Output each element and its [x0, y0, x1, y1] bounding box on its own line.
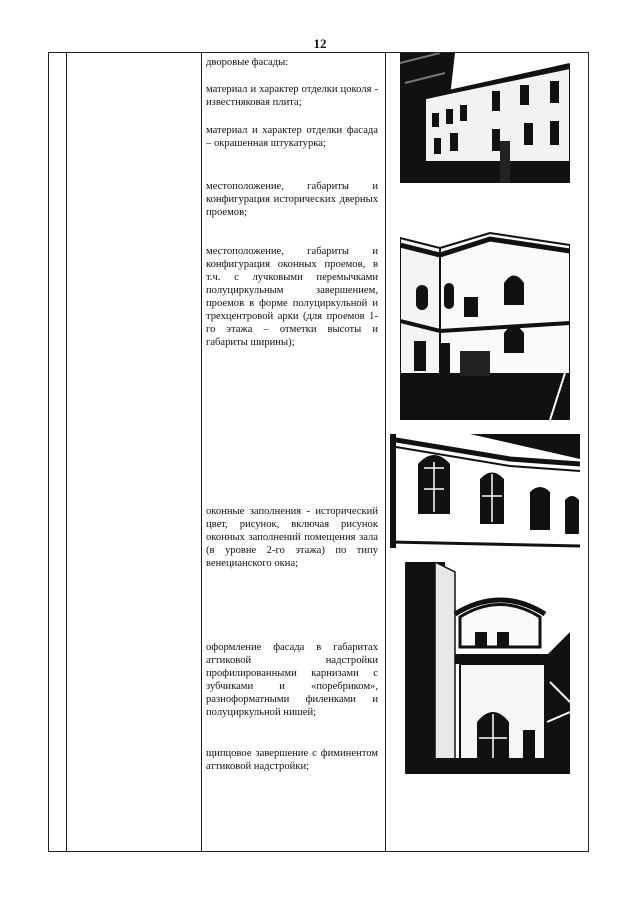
column-divider-1: [66, 52, 67, 852]
courtyard-facade-photo-2: [400, 223, 570, 420]
desc-door-openings: местоположение, габариты и конфигурация исторических дверных проемов;: [206, 181, 378, 218]
attic-superstructure-photo-4: [405, 562, 570, 774]
desc-gable-finish: щипцовое завершение с фиминентом аттиковой надстройки;: [206, 748, 378, 772]
desc-plinth-finish: материал и характер отделки цоколя - известняковая плита;: [206, 84, 378, 108]
desc-attic-decoration: оформление фасада в габаритах аттиковой надстройки профилированными карнизами с зубчиками и «поребриком», разноформатными филенками и полуциркульной нишей;: [206, 642, 378, 718]
hall-windows-photo-3: [390, 434, 580, 548]
desc-courtyard-facades: дворовые фасады:: [206, 57, 289, 68]
column-divider-3: [385, 52, 386, 852]
desc-window-fillings: оконные заполнения - исторический цвет, рисунок, включая рисунок оконных заполнений помещения зала (в уровне 2-го этажа) по типу венецианского окна;: [206, 506, 378, 569]
column-divider-2: [201, 52, 202, 852]
desc-window-openings: местоположение, габариты и конфигурация оконных проемов, в т.ч. с лучковыми перемычками полуциркульным завершением, проемов в форме полуциркульной и трехцентровой арки (для проемов 1-го этажа – отметки высоты и габариты ширины);: [206, 246, 378, 348]
courtyard-facade-photo-1: [400, 53, 570, 183]
page-number: 12: [313, 36, 327, 51]
desc-facade-finish: материал и характер отделки фасада – окрашенная штукатурка;: [206, 125, 378, 149]
